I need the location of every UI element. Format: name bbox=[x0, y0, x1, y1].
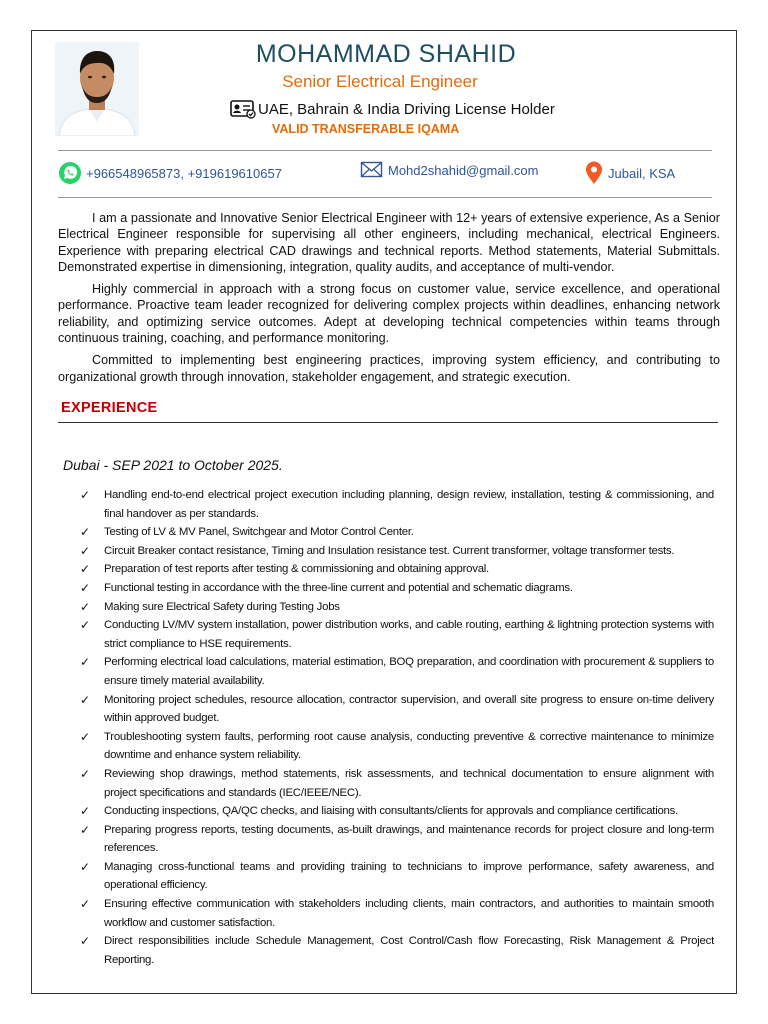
summary-paragraph: I am a passionate and Innovative Senior Electrical Engineer with 12+ years of extensive experience, As a Senior Electrical Engineer responsible for supervising all other engineers, including mechanical, electrical Engineers. Experience with preparing electrical CAD drawings and technical reports. Method statements, Material Submittals. Demonstrated expertise in dimensioning, integration, quality audits, and acceptance of multi-vendor. bbox=[58, 211, 720, 274]
job-title: Senior Electrical Engineer bbox=[282, 72, 478, 91]
email-address[interactable]: Mohd2shahid@gmail.com bbox=[388, 162, 539, 178]
envelope-icon bbox=[360, 161, 384, 179]
checkmark-icon: ✓ bbox=[80, 618, 90, 633]
checkmark-icon: ✓ bbox=[80, 488, 90, 502]
responsibility-text: Managing cross-functional teams and providing training to technicians to improve performance, safety awareness, and operational efficiency. bbox=[104, 860, 714, 892]
responsibility-item bbox=[80, 523, 714, 542]
responsibility-item bbox=[80, 765, 714, 802]
checkmark-icon: ✓ bbox=[80, 729, 90, 744]
checkmark-icon: ✓ bbox=[80, 525, 90, 540]
checkmark-icon: ✓ bbox=[80, 543, 90, 558]
checkmark-icon: ✓ bbox=[80, 822, 90, 837]
checkmark-icon: ✓ bbox=[80, 655, 90, 670]
contact-email bbox=[360, 161, 539, 179]
checkmark-icon: ✓ bbox=[80, 934, 90, 949]
responsibility-list bbox=[80, 486, 714, 969]
responsibility-text: Preparing progress reports, testing documents, as-built drawings, and maintenance records for project closure and long-term references. bbox=[104, 823, 714, 855]
id-card-icon bbox=[230, 99, 256, 119]
contact-location bbox=[584, 161, 675, 185]
responsibility-item bbox=[80, 932, 714, 969]
responsibility-text: Handling end-to-end electrical project execution including planning, design review, installation, testing & commissioning, and final handover as per standards. bbox=[104, 489, 714, 520]
responsibility-text: Conducting inspections, QA/QC checks, and liaising with consultants/clients for approvals and compliance certifications. bbox=[104, 805, 679, 818]
responsibility-item bbox=[80, 895, 714, 932]
responsibility-text: Direct responsibilities include Schedule Management, Cost Control/Cash flow Forecasting, Risk Management & Project Reporting. bbox=[104, 935, 714, 966]
location-text: Jubail, KSA bbox=[608, 165, 676, 181]
responsibility-text: Preparation of test reports after testing & commissioning and obtaining approval. bbox=[104, 563, 489, 576]
responsibility-text: Performing electrical load calculations, material estimation, BOQ preparation, and coordination with procurement & suppliers to ensure timely material availability. bbox=[104, 656, 714, 687]
experience-period: Dubai - SEP 2021 to October 2025. bbox=[63, 457, 283, 473]
header-divider bbox=[58, 150, 712, 151]
responsibility-text: Making sure Electrical Safety during Testing Jobs bbox=[104, 600, 340, 613]
responsibility-item bbox=[80, 616, 714, 653]
responsibility-text: Reviewing shop drawings, method statements, risk assessments, and technical documentation to ensure alignment with project specifications and standards (IEC/IEEE/NEC). bbox=[104, 767, 714, 799]
iqama-status: VALID TRANSFERABLE IQAMA bbox=[272, 122, 460, 136]
responsibility-item bbox=[80, 560, 714, 579]
responsibility-item bbox=[80, 691, 714, 728]
summary-paragraph: Committed to implementing best engineering practices, improving system efficiency, and contributing to organizational growth through innovation, stakeholder engagement, and strategic execution. bbox=[58, 353, 720, 384]
responsibility-text: Ensuring effective communication with stakeholders including clients, main contractors, and authorities to maintain smooth workflow and customer satisfaction. bbox=[104, 898, 714, 929]
responsibility-text: Monitoring project schedules, resource allocation, contractor supervision, and overall site progress to ensure on-time delivery within approved budget. bbox=[104, 693, 714, 725]
checkmark-icon: ✓ bbox=[80, 859, 90, 874]
checkmark-icon: ✓ bbox=[80, 580, 90, 595]
responsibility-item bbox=[80, 858, 714, 895]
candidate-name: MOHAMMAD SHAHID bbox=[255, 40, 517, 68]
responsibility-text: Conducting LV/MV system installation, power distribution works, and cable routing, earthing & lightning protection systems with strict compliance to HSE requirements. bbox=[104, 619, 714, 650]
responsibility-item bbox=[80, 486, 714, 523]
responsibility-text: Troubleshooting system faults, performing root cause analysis, conducting preventive & corrective maintenance to minimize downtime and enhance system reliability. bbox=[104, 730, 714, 762]
experience-divider bbox=[58, 422, 718, 423]
checkmark-icon: ✓ bbox=[80, 897, 90, 912]
responsibility-text: Circuit Breaker contact resistance, Timing and Insulation resistance test. Current transformer, voltage transformer tests. bbox=[104, 544, 675, 557]
summary-paragraph: Highly commercial in approach with a strong focus on customer value, service excellence, and operational performance. Proactive team leader recognized for delivering complex projects within deadlines, enhancing network reliability, and optimizing service outcomes. Adept at developing technical competencies within teams through continuous training, coaching, and performance monitoring. bbox=[58, 282, 720, 346]
experience-heading: EXPERIENCE bbox=[61, 400, 158, 416]
checkmark-icon: ✓ bbox=[80, 766, 90, 781]
checkmark-icon: ✓ bbox=[80, 804, 90, 819]
responsibility-text: Functional testing in accordance with the three-line current and potential and schematic diagrams. bbox=[104, 581, 573, 594]
profile-photo bbox=[55, 42, 139, 136]
whatsapp-icon bbox=[58, 161, 82, 185]
responsibility-item bbox=[80, 802, 714, 821]
map-pin-icon bbox=[584, 161, 604, 185]
responsibility-item bbox=[80, 728, 714, 765]
contact-phone bbox=[58, 161, 282, 185]
responsibility-text: Testing of LV & MV Panel, Switchgear and Motor Control Center. bbox=[104, 526, 414, 539]
license-text: UAE, Bahrain & India Driving License Holder bbox=[258, 100, 555, 118]
responsibility-item bbox=[80, 821, 714, 858]
responsibility-item bbox=[80, 542, 714, 561]
checkmark-icon: ✓ bbox=[80, 562, 90, 577]
responsibility-item bbox=[80, 653, 714, 690]
profile-summary bbox=[58, 210, 720, 391]
responsibility-item bbox=[80, 598, 714, 617]
responsibility-item bbox=[80, 579, 714, 598]
license-line bbox=[230, 99, 555, 119]
checkmark-icon: ✓ bbox=[80, 692, 90, 707]
contact-divider bbox=[58, 197, 712, 198]
checkmark-icon: ✓ bbox=[80, 599, 90, 614]
phone-numbers[interactable]: +966548965873, +919619610657 bbox=[86, 165, 282, 181]
